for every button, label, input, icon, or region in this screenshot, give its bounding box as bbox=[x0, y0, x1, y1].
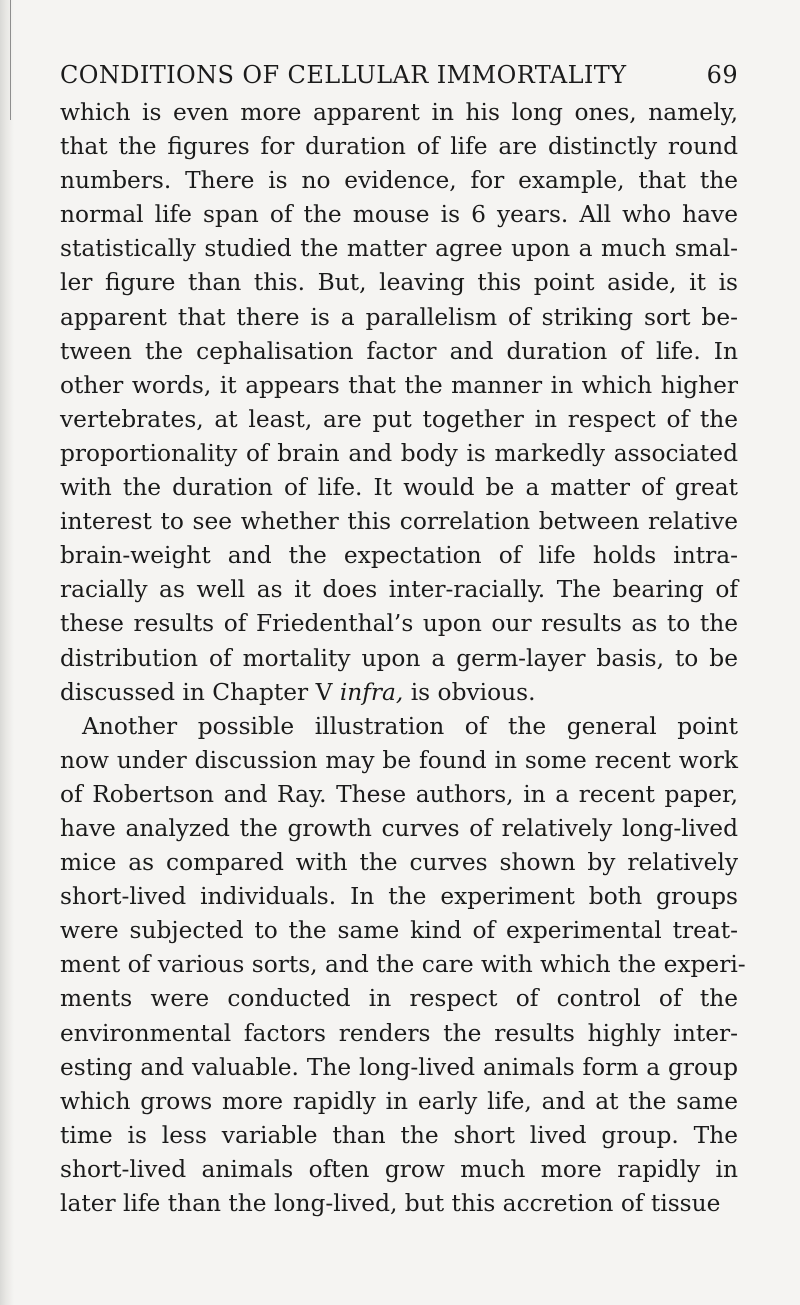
text-segment: discussed in Chapter V bbox=[60, 678, 340, 706]
body-text bbox=[60, 96, 746, 1221]
text-line-last bbox=[60, 676, 738, 710]
paragraph-2 bbox=[60, 710, 746, 1221]
text-line: which grows more rapidly in early life, and at the same bbox=[60, 1087, 738, 1115]
text-line: now under discussion may be found in some recent work bbox=[60, 746, 738, 774]
text-line-last: later life than the long-lived, but this accretion of tissue bbox=[60, 1190, 721, 1217]
text-line: of Robertson and Ray. These authors, in a recent paper, bbox=[60, 780, 738, 808]
text-line: ment of various sorts, and the care with which the experi- bbox=[60, 951, 746, 979]
text-line: brain-weight and the expectation of life holds intra- bbox=[60, 542, 738, 570]
text-line: normal life span of the mouse is 6 years. All who have bbox=[60, 201, 738, 229]
text-line: have analyzed the growth curves of relatively long-lived bbox=[60, 814, 738, 842]
text-line: with the duration of life. It would be a matter of great bbox=[60, 474, 738, 502]
text-line: tween the cephalisation factor and duration of life. In bbox=[60, 337, 738, 365]
text-line: esting and valuable. The long-lived animals form a group bbox=[60, 1053, 738, 1081]
text-line: proportionality of brain and body is markedly associated bbox=[60, 439, 738, 467]
page-binding-edge bbox=[0, 0, 14, 1305]
running-head-title: CONDITIONS OF CELLULAR IMMORTALITY bbox=[60, 61, 627, 89]
running-head bbox=[60, 58, 738, 92]
italic-text: infra, bbox=[339, 678, 404, 706]
book-page bbox=[60, 58, 746, 1221]
text-line: short-lived individuals. In the experiment both groups bbox=[60, 883, 738, 911]
paragraph-1 bbox=[60, 96, 738, 710]
text-line: time is less variable than the short lived group. The bbox=[60, 1121, 738, 1149]
text-line: vertebrates, at least, are put together in respect of the bbox=[60, 405, 738, 433]
text-segment: is obvious. bbox=[403, 678, 536, 706]
text-line: mice as compared with the curves shown by relatively bbox=[60, 849, 738, 877]
text-line: ler figure than this. But, leaving this point aside, it is bbox=[60, 269, 738, 297]
text-line: environmental factors renders the results highly inter- bbox=[60, 1019, 738, 1047]
text-line: apparent that there is a parallelism of striking sort be- bbox=[60, 303, 738, 331]
text-line: other words, it appears that the manner in which higher bbox=[60, 371, 738, 399]
text-line: statistically studied the matter agree upon a much smal- bbox=[60, 235, 738, 263]
text-line: which is even more apparent in his long ones, namely, bbox=[60, 99, 738, 126]
text-line: these results of Friedenthal’s upon our results as to the bbox=[60, 610, 738, 638]
text-line: distribution of mortality upon a germ-layer basis, to be bbox=[60, 644, 738, 672]
text-line: interest to see whether this correlation between relative bbox=[60, 508, 738, 536]
page-number: 69 bbox=[706, 61, 738, 89]
text-line: short-lived animals often grow much more rapidly in bbox=[60, 1155, 738, 1183]
text-line: numbers. There is no evidence, for example, that the bbox=[60, 167, 738, 195]
text-line-indented: Another possible illustration of the general point bbox=[82, 712, 738, 740]
text-line: racially as well as it does inter-racially. The bearing of bbox=[60, 576, 738, 604]
text-line: ments were conducted in respect of control of the bbox=[60, 985, 738, 1013]
page-binding-line bbox=[10, 0, 11, 120]
text-line: that the figures for duration of life are distinctly round bbox=[60, 133, 738, 161]
text-line: were subjected to the same kind of experimental treat- bbox=[60, 917, 738, 945]
